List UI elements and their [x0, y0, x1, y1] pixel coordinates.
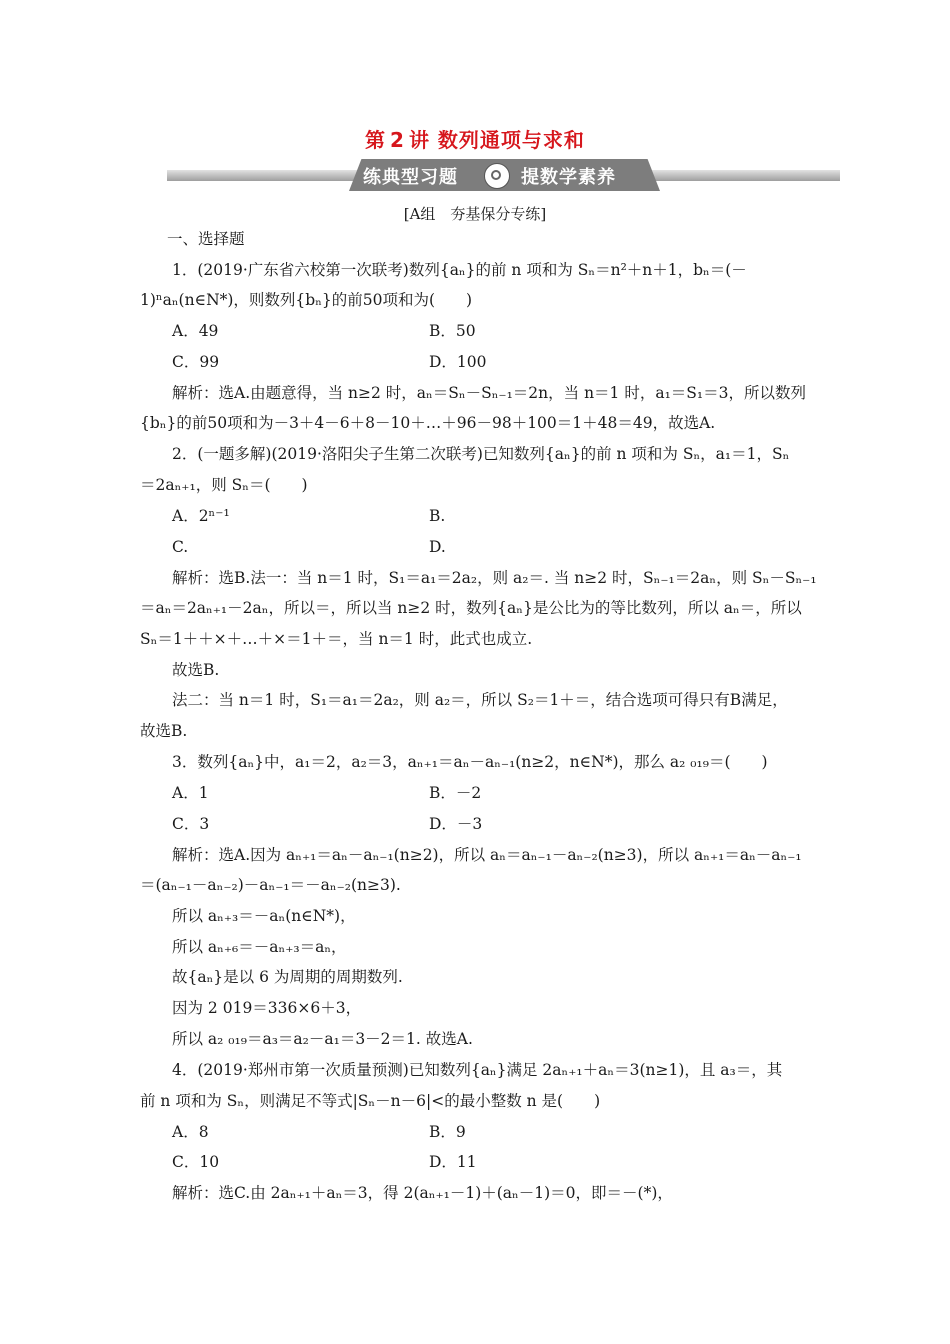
q1-solution-line2: {bₙ}的前50项和为－3＋4－6＋8－10＋…＋96－98＋100＝1＋48＝49，故选A. — [140, 414, 716, 432]
q1-line2: 1)ⁿaₙ(n∈N*)，则数列{bₙ}的前50项和为( ) — [140, 291, 473, 309]
section-heading: 一、选择题 — [167, 230, 245, 248]
q2-option-d: D. — [429, 538, 446, 556]
q3-option-b: B．－2 — [429, 784, 482, 802]
q1-line1: 1．(2019·广东省六校第一次联考)数列{aₙ}的前 n 项和为 Sₙ＝n²＋n＋1，bₙ＝(－ — [172, 261, 747, 279]
section-banner — [167, 159, 840, 191]
q2-solution-line4: 故选B. — [172, 661, 220, 679]
title-text: 讲 数列通项与求和 — [408, 128, 585, 152]
q1-solution-line1: 解析：选A.由题意得，当 n≥2 时，aₙ＝Sₙ－Sₙ₋₁＝2n，当 n＝1 时，a₁＝S₁＝3，所以数列 — [172, 384, 806, 402]
title-prefix: 第 — [365, 128, 387, 152]
group-label: [A组 夯基保分专练] — [403, 205, 547, 223]
q4-line2: 前 n 项和为 Sₙ，则满足不等式|Sₙ－n－6|<的最小整数 n 是( ) — [140, 1092, 601, 1110]
q2-solution-line1: 解析：选B.法一：当 n＝1 时，S₁＝a₁＝2a₂，则 a₂＝. 当 n≥2 时，Sₙ₋₁＝2aₙ，则 Sₙ－Sₙ₋₁ — [172, 569, 817, 587]
page-title — [0, 124, 950, 153]
q4-option-a: A．8 — [172, 1123, 209, 1141]
banner-right-text: 提数学素养 — [521, 167, 616, 188]
q3-solution-line1: 解析：选A.因为 aₙ₊₁＝aₙ－aₙ₋₁(n≥2)，所以 aₙ＝aₙ₋₁－aₙ₋₂(n≥3)，所以 aₙ₊₁＝aₙ－aₙ₋₁ — [172, 846, 802, 864]
q2-line1: 2．(一题多解)(2019·洛阳尖子生第二次联考)已知数列{aₙ}的前 n 项和为 Sₙ，a₁＝1，Sₙ — [172, 445, 790, 463]
banner-left-text: 练典型习题 — [363, 167, 458, 188]
q1-option-a: A．49 — [172, 322, 219, 340]
q4-option-d: D．11 — [429, 1153, 477, 1171]
q2-solution-line5: 法二：当 n＝1 时，S₁＝a₁＝2a₂，则 a₂＝，所以 S₂＝1＋＝，结合选项可得只有B满足， — [172, 691, 788, 709]
q2-option-c: C. — [172, 538, 189, 556]
q3-solution-line2: ＝(aₙ₋₁－aₙ₋₂)－aₙ₋₁＝－aₙ₋₂(n≥3). — [140, 876, 401, 894]
q4-solution-line1: 解析：选C.由 2aₙ₊₁＋aₙ＝3，得 2(aₙ₊₁－1)＋(aₙ－1)＝0，即＝－(*)， — [172, 1184, 673, 1202]
q3-solution-line7: 所以 a₂ ₀₁₉＝a₃＝a₂－a₁＝3－2＝1. 故选A. — [172, 1030, 473, 1048]
q3-solution-line5: 故{aₙ}是以 6 为周期的周期数列. — [172, 968, 403, 986]
q1-option-c: C．99 — [172, 353, 220, 371]
q1-option-b: B．50 — [429, 322, 476, 340]
banner-emblem-icon — [484, 163, 510, 189]
q2-solution-line6: 故选B. — [140, 722, 188, 740]
q3-solution-line3: 所以 aₙ₊₃＝－aₙ(n∈N*)， — [172, 907, 356, 925]
q3-option-c: C．3 — [172, 815, 210, 833]
q2-option-b: B. — [429, 507, 446, 525]
q1-option-d: D．100 — [429, 353, 487, 371]
q4-option-b: B．9 — [429, 1123, 466, 1141]
q2-solution-line3: Sₙ＝1＋＋×＋…＋×＝1＋＝，当 n＝1 时，此式也成立. — [140, 630, 533, 648]
q3-option-a: A．1 — [172, 784, 209, 802]
title-number: 2 — [390, 128, 405, 152]
q4-option-c: C．10 — [172, 1153, 220, 1171]
q2-line2: ＝2aₙ₊₁，则 Sₙ＝( ) — [140, 476, 308, 494]
q2-option-a: A．2ⁿ⁻¹ — [172, 507, 230, 525]
q4-line1: 4．(2019·郑州市第一次质量预测)已知数列{aₙ}满足 2aₙ₊₁＋aₙ＝3(n≥1)，且 a₃＝，其 — [172, 1061, 783, 1079]
q3-line1: 3．数列{aₙ}中，a₁＝2，a₂＝3，aₙ₊₁＝aₙ－aₙ₋₁(n≥2，n∈N*)，那么 a₂ ₀₁₉＝( ) — [172, 753, 768, 771]
q2-solution-line2: ＝aₙ＝2aₙ₊₁－2aₙ，所以＝，所以当 n≥2 时，数列{aₙ}是公比为的等比数列，所以 aₙ＝，所以 — [140, 599, 802, 617]
q3-solution-line6: 因为 2 019＝336×6＋3， — [172, 999, 362, 1017]
q3-option-d: D．－3 — [429, 815, 483, 833]
q3-solution-line4: 所以 aₙ₊₆＝－aₙ₊₃＝aₙ， — [172, 938, 347, 956]
